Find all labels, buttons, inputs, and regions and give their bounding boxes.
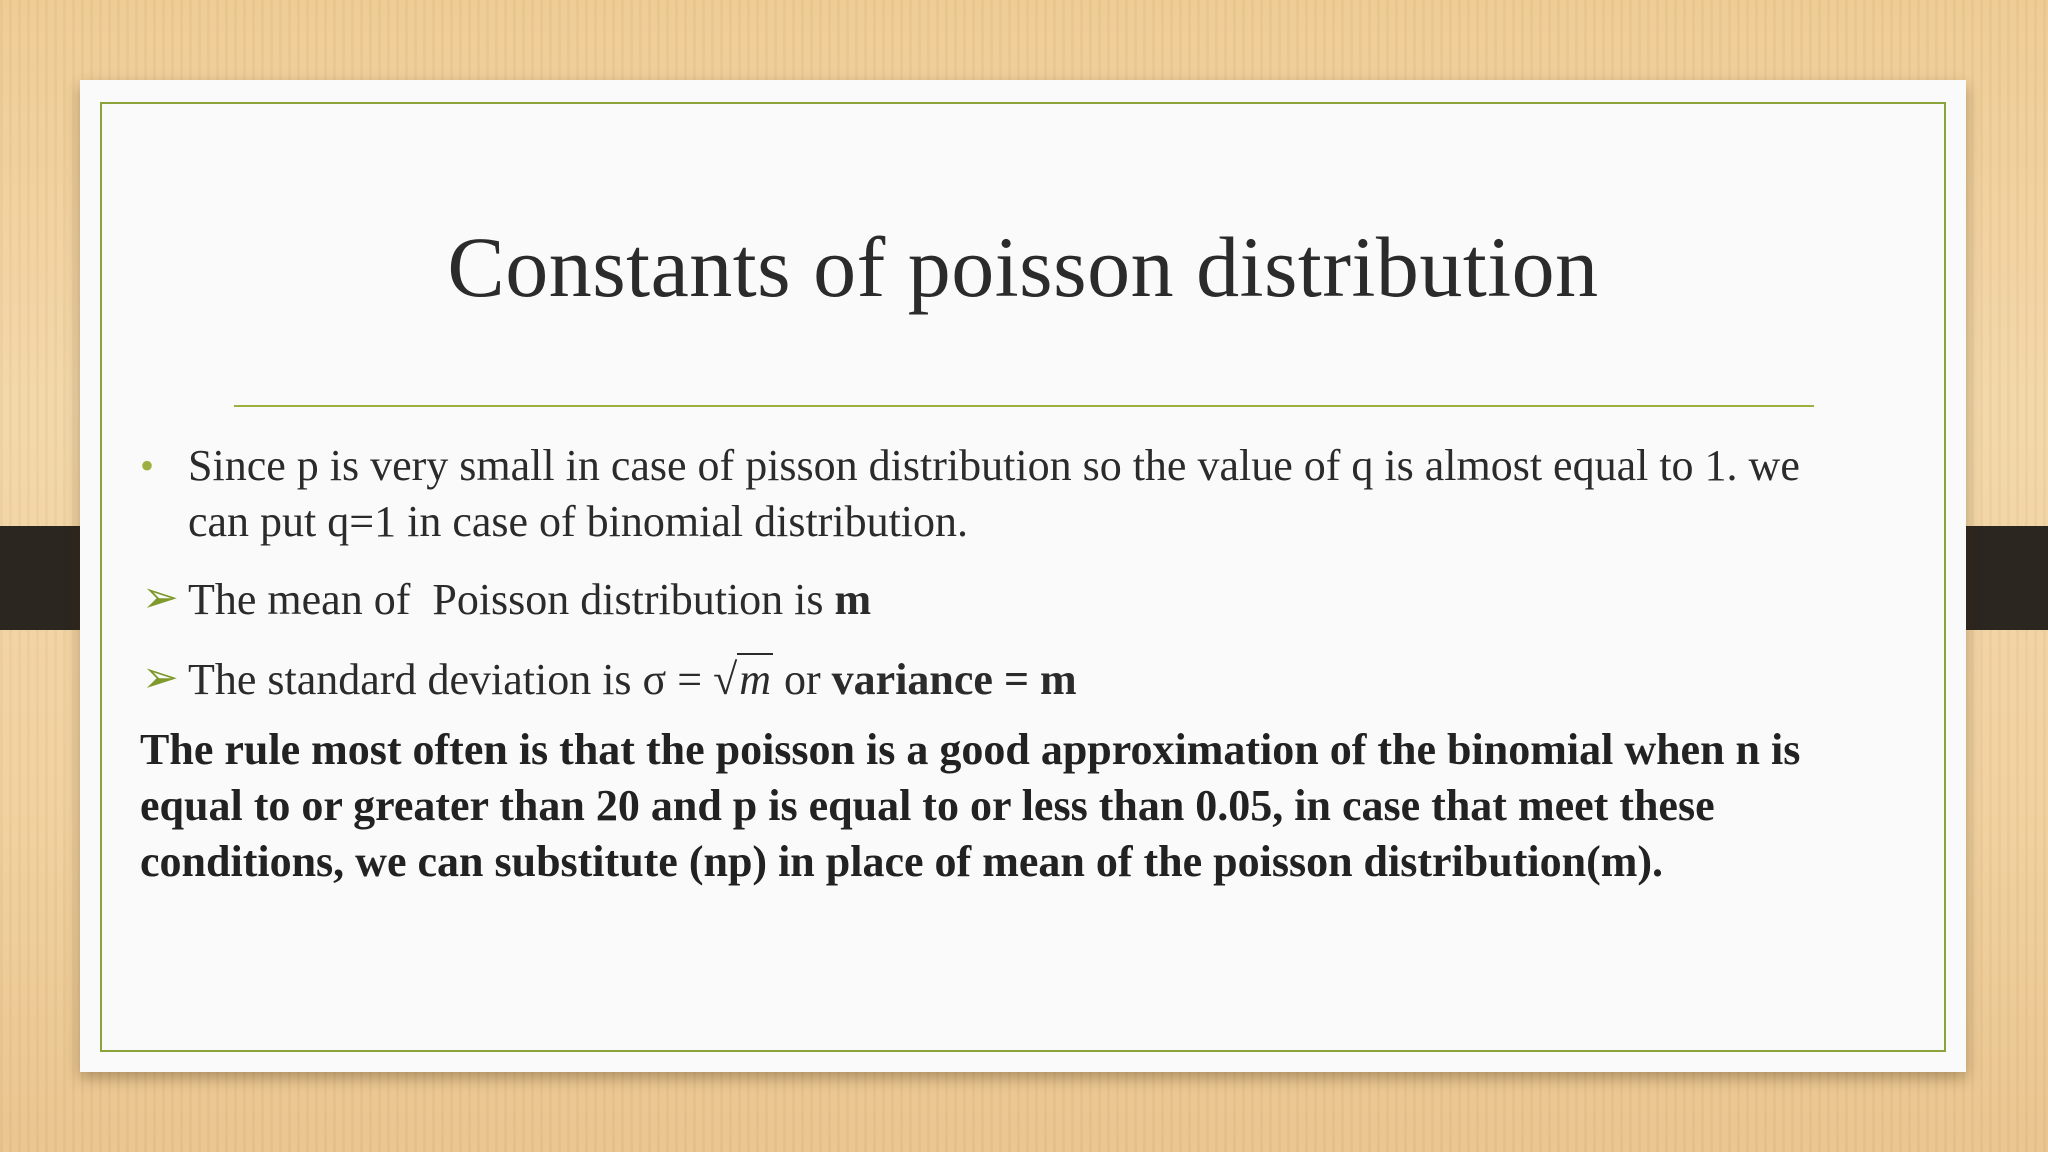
rule-paragraph: The rule most often is that the poisson is a good approximation of the binomial when n is equal to or greater than 20 and p is equal to or less than 0.05, in case that meet these conditions, we can substitute (np) in place of mean of the poisson distribution(m). xyxy=(140,725,1801,886)
title-divider xyxy=(234,405,1814,407)
bullet-text: Since p is very small in case of pisson distribution so the value of q is almost equal to 1. we can put q=1 in case of binomial distribution. xyxy=(188,441,1800,546)
variance-text: variance = m xyxy=(831,655,1077,704)
slide-content xyxy=(140,438,1860,890)
arrow-item-sd xyxy=(140,652,1860,708)
radical-sign: √ xyxy=(713,655,738,704)
arrow-bullet-icon: ➢ xyxy=(142,573,179,622)
slide-title: Constants of poisson distribution xyxy=(447,219,1599,315)
bullet-item xyxy=(140,438,1860,550)
sqrt-m-formula xyxy=(713,653,773,704)
arrow-bullet-icon: ➢ xyxy=(142,653,179,702)
sd-text: The standard deviation is σ = xyxy=(188,655,714,704)
mean-value: m xyxy=(834,575,872,624)
bullet-dot-icon: • xyxy=(140,443,155,488)
sqrt-operand: m xyxy=(739,655,772,704)
arrow-item-mean xyxy=(140,572,1860,628)
sd-or: or xyxy=(773,655,832,704)
slide xyxy=(80,80,1966,1072)
mean-text: The mean of Poisson distribution is xyxy=(188,575,835,624)
